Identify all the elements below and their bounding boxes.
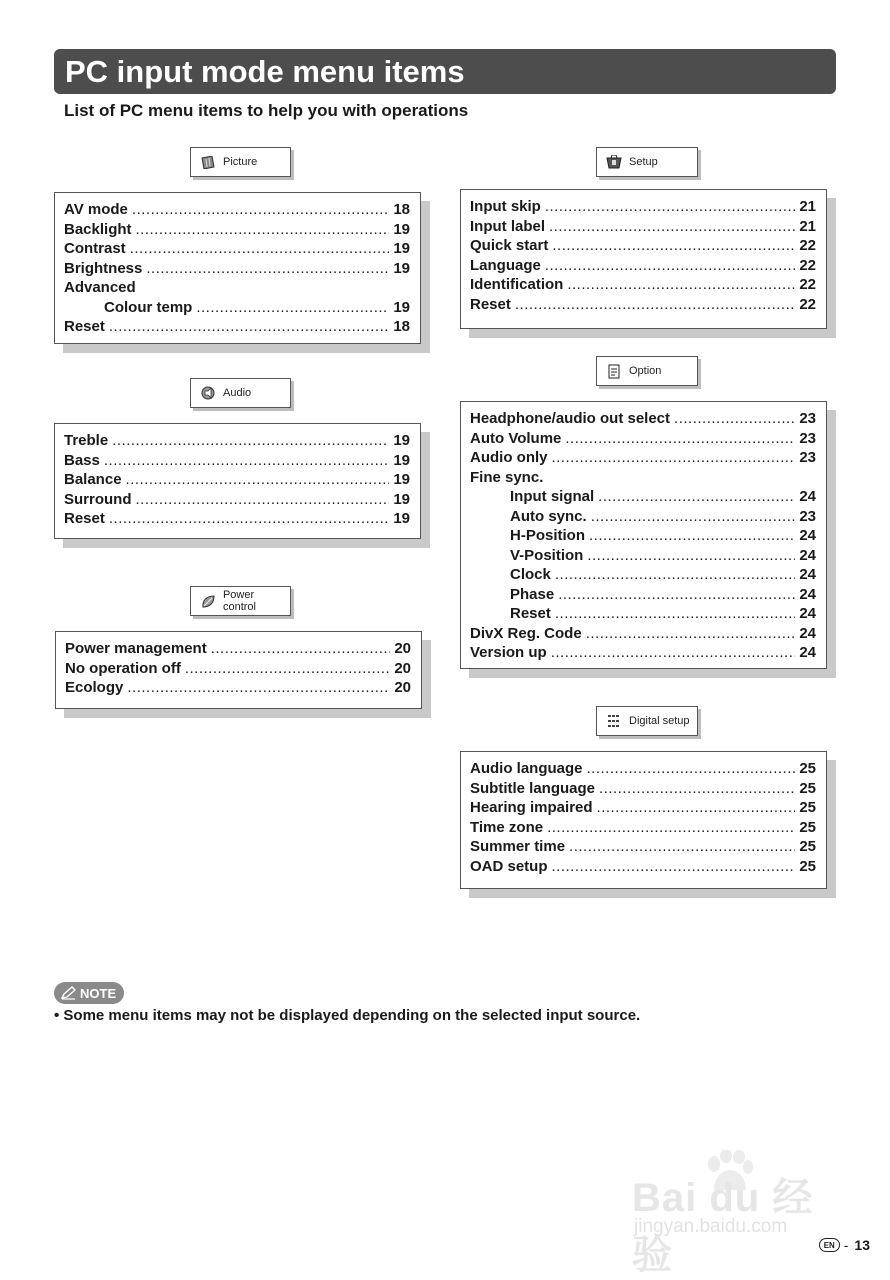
menu-item-label: Brightness (64, 259, 143, 277)
menu-item-label: Audio only (470, 449, 548, 466)
menu-box-audio (54, 423, 421, 539)
page-title-bar (54, 49, 836, 94)
dot-leader (545, 257, 795, 274)
menu-list-option (470, 410, 816, 664)
tab-picture-label: Picture (223, 156, 258, 168)
note-text: • Some menu items may not be displayed depending on the selected input source. (54, 1007, 641, 1024)
tab-digital-setup (596, 706, 698, 736)
menu-item (64, 260, 410, 280)
menu-item (64, 510, 410, 530)
menu-item (470, 469, 816, 489)
menu-item (470, 198, 816, 218)
menu-item-label: Time zone (470, 818, 544, 836)
menu-item-label: Subtitle language (470, 779, 596, 797)
menu-item (65, 679, 411, 699)
menu-item (470, 527, 816, 547)
watermark-brand: Bai du 经验 (632, 1176, 814, 1277)
menu-item (470, 760, 816, 780)
menu-item (470, 838, 816, 858)
pencil-icon (61, 986, 77, 1000)
menu-item-page: 18 (393, 201, 410, 218)
menu-item-label: Quick start (470, 237, 549, 254)
menu-item-page: 19 (393, 432, 410, 449)
menu-item (64, 452, 410, 472)
menu-item-page: 22 (799, 237, 816, 254)
menu-item-page: 25 (799, 857, 816, 875)
menu-item-page: 19 (393, 259, 410, 277)
menu-box-setup (460, 189, 827, 329)
menu-list-setup (470, 198, 816, 315)
menu-item-page: 20 (394, 640, 411, 657)
menu-item-page: 19 (393, 510, 410, 527)
menu-item (64, 240, 410, 260)
watermark-site: jingyan.baidu.com (634, 1216, 788, 1237)
tab-option-label: Option (629, 365, 662, 377)
dot-leader (597, 799, 796, 816)
dot-leader (598, 488, 795, 505)
tab-picture (190, 147, 291, 177)
menu-item-page: 21 (799, 217, 816, 235)
menu-box-digital-setup (460, 751, 827, 889)
language-badge: EN (819, 1238, 840, 1252)
menu-item-label: Input skip (470, 198, 541, 215)
dot-leader (109, 510, 389, 527)
menu-item (64, 299, 410, 319)
page-subtitle: List of PC menu items to help you with operations (64, 101, 469, 120)
menu-item-page: 23 (799, 449, 816, 466)
dot-leader (547, 819, 795, 836)
menu-item (64, 318, 410, 338)
menu-item-page: 21 (799, 198, 816, 215)
menu-item-page: 23 (799, 410, 816, 427)
menu-item-label: Auto Volume (470, 429, 562, 447)
menu-item (470, 858, 816, 878)
menu-item-label: AV mode (64, 201, 128, 218)
menu-item (470, 257, 816, 277)
menu-item-label: Treble (64, 432, 109, 449)
dot-leader (586, 625, 796, 642)
tab-setup-label: Setup (629, 156, 658, 168)
tab-audio (190, 378, 291, 408)
dot-leader (589, 527, 795, 544)
menu-item-page: 19 (393, 298, 410, 316)
page-separator: - (843, 1237, 849, 1253)
menu-item-label: Backlight (64, 220, 132, 238)
leaf-icon (200, 594, 216, 608)
menu-item (470, 547, 816, 567)
note-badge-label: NOTE (80, 985, 117, 1001)
menu-item-label: Audio language (470, 760, 583, 777)
menu-item-label: Version up (470, 644, 547, 661)
menu-item-label: Balance (64, 471, 122, 488)
menu-item-label: Reset (470, 295, 511, 313)
menu-item-label: Bass (64, 451, 100, 469)
menu-list-power-control (65, 640, 411, 699)
menu-item (470, 237, 816, 257)
menu-item-label: Contrast (64, 240, 126, 257)
dot-leader (136, 491, 390, 508)
menu-item (64, 201, 410, 221)
menu-item-page: 24 (799, 546, 816, 564)
menu-item-label: H-Position (510, 527, 585, 544)
menu-item (470, 819, 816, 839)
dot-leader (569, 838, 795, 855)
dot-leader (112, 432, 389, 449)
menu-item-label: Ecology (65, 679, 124, 696)
dot-leader (552, 858, 796, 875)
dot-leader (130, 240, 390, 257)
dot-leader (552, 237, 795, 254)
menu-item-label: Fine sync. (470, 468, 544, 486)
menu-item (470, 410, 816, 430)
menu-box-picture (54, 192, 421, 344)
tab-setup (596, 147, 698, 177)
dot-leader (558, 586, 795, 603)
dot-leader (545, 198, 795, 215)
menu-item-page: 19 (393, 471, 410, 488)
menu-item (470, 276, 816, 296)
menu-item-label: Hearing impaired (470, 799, 593, 816)
menu-list-picture (64, 201, 410, 338)
menu-item (470, 586, 816, 606)
page-number (819, 1237, 870, 1253)
menu-item (470, 430, 816, 450)
menu-item-page: 19 (393, 240, 410, 257)
dot-leader (127, 679, 390, 696)
picture-icon (200, 155, 216, 169)
dot-leader (515, 296, 795, 313)
menu-item (470, 780, 816, 800)
menu-item-page: 24 (799, 566, 816, 583)
dot-leader (132, 201, 389, 218)
tab-digital-setup-label: Digital setup (629, 715, 690, 727)
menu-item-label: Input signal (510, 488, 595, 505)
menu-item-page: 22 (799, 256, 816, 274)
baidu-watermark (632, 1150, 842, 1277)
menu-item-page: 24 (799, 585, 816, 603)
dot-leader (555, 566, 795, 583)
menu-item-page: 24 (799, 624, 816, 642)
menu-item (64, 471, 410, 491)
menu-item-label: Colour temp (104, 298, 193, 316)
menu-item-page: 25 (799, 799, 816, 816)
menu-item-page: 23 (799, 507, 816, 525)
menu-item-label: Input label (470, 217, 545, 235)
dot-leader (555, 605, 795, 622)
menu-item (470, 508, 816, 528)
note-badge (54, 982, 124, 1004)
menu-item (64, 491, 410, 511)
dot-leader (599, 780, 795, 797)
page-title: PC input mode menu items (65, 54, 465, 89)
menu-list-audio (64, 432, 410, 530)
menu-item-label: DivX Reg. Code (470, 624, 582, 642)
menu-item-label: Reset (510, 605, 551, 622)
menu-item-label: Clock (510, 566, 551, 583)
menu-item (470, 296, 816, 316)
menu-item-page: 24 (799, 605, 816, 622)
dot-leader (552, 449, 796, 466)
menu-box-option (460, 401, 827, 669)
menu-item-page: 18 (393, 318, 410, 335)
menu-item-page: 19 (393, 451, 410, 469)
dot-leader (185, 660, 390, 677)
dot-leader (109, 318, 389, 335)
tab-option (596, 356, 698, 386)
tab-power-control (190, 586, 291, 616)
notepad-icon (606, 364, 622, 378)
menu-item (470, 449, 816, 469)
menu-item (470, 799, 816, 819)
menu-item-label: Identification (470, 276, 564, 293)
menu-item-page: 22 (799, 295, 816, 313)
menu-item-label: OAD setup (470, 857, 548, 875)
dot-leader (211, 640, 391, 657)
speaker-icon (200, 386, 216, 400)
menu-item (65, 660, 411, 680)
digital-setup-icon (606, 714, 622, 728)
menu-item-label: Auto sync. (510, 507, 587, 525)
dot-leader (136, 221, 390, 238)
dot-leader (587, 760, 796, 777)
dot-leader (146, 260, 389, 277)
menu-item-label: Summer time (470, 838, 566, 855)
menu-item-page: 24 (799, 488, 816, 505)
menu-item-page: 19 (393, 220, 410, 238)
menu-item (65, 640, 411, 660)
menu-item-label: No operation off (65, 659, 181, 677)
dot-leader (104, 452, 389, 469)
menu-item-label: Reset (64, 510, 105, 527)
menu-item (470, 605, 816, 625)
menu-item-page: 25 (799, 760, 816, 777)
menu-item (470, 625, 816, 645)
menu-item-page: 23 (799, 429, 816, 447)
menu-item-label: Headphone/audio out select (470, 410, 671, 427)
menu-item (64, 221, 410, 241)
menu-item-label: Reset (64, 318, 105, 335)
menu-item-page: 24 (799, 644, 816, 661)
menu-item-label: Language (470, 256, 541, 274)
dot-leader (551, 644, 796, 661)
menu-item (470, 566, 816, 586)
dot-leader (196, 299, 389, 316)
menu-item-page: 24 (799, 527, 816, 544)
menu-list-digital-setup (470, 760, 816, 877)
menu-item-label: Advanced (64, 279, 136, 296)
menu-item (470, 644, 816, 664)
menu-item-label: V-Position (510, 546, 584, 564)
menu-box-power-control (55, 631, 422, 709)
menu-item (64, 432, 410, 452)
dot-leader (565, 430, 795, 447)
menu-item (470, 488, 816, 508)
dot-leader (587, 547, 795, 564)
menu-item (64, 279, 410, 299)
menu-item-label: Surround (64, 490, 132, 508)
dot-leader (549, 218, 795, 235)
menu-item-page: 22 (799, 276, 816, 293)
menu-item-page: 25 (799, 779, 816, 797)
menu-item-label: Phase (510, 585, 555, 603)
dot-leader (126, 471, 390, 488)
menu-item-page: 20 (394, 659, 411, 677)
dot-leader (591, 508, 796, 525)
page-number-value: 13 (854, 1237, 870, 1253)
menu-item (470, 218, 816, 238)
dot-leader (567, 276, 795, 293)
toolbox-icon (606, 155, 622, 169)
menu-item-page: 25 (799, 818, 816, 836)
menu-item-page: 25 (799, 838, 816, 855)
dot-leader (674, 410, 795, 427)
menu-item-label: Power management (65, 640, 207, 657)
menu-item-page: 20 (394, 679, 411, 696)
menu-item-page: 19 (393, 490, 410, 508)
tab-audio-label: Audio (223, 387, 252, 399)
tab-power-control-label: Power control (222, 589, 256, 613)
